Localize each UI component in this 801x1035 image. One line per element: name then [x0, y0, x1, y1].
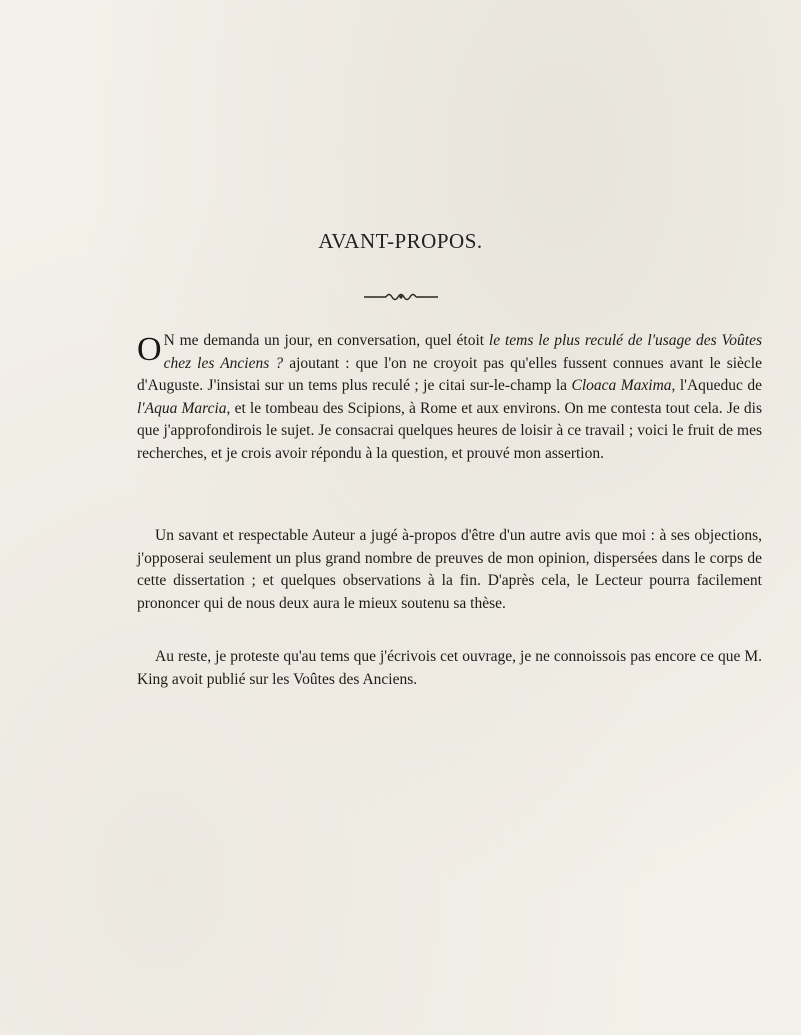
drop-cap: O: [137, 331, 162, 368]
paragraph-1: [137, 330, 762, 466]
paragraph-1-tail: , et le tombeau des Scipions, à Rome et aux environs. On me contesta tout cela. Je dis que j'approfondirois le sujet. Je consacrai quelques heures de loisir à ce travail ; voici le fruit de mes recherches, et je crois avoir répondu à la question, et prouvé mon assertion.: [137, 399, 762, 462]
ornament-divider: [364, 291, 438, 303]
paragraph-1-mid-2: , l'Aqueduc de: [671, 377, 762, 395]
paragraph-1-italic-cloaca: Cloaca Maxima: [571, 377, 672, 395]
paragraph-1-mid-1: ajoutant : que l'on ne croyoit pas qu'elles fussent connues avant le siècle d'Auguste. J'insistai sur un tems plus reculé ; je citai sur-le-champ la: [137, 354, 762, 395]
page-heading: AVANT-PROPOS.: [318, 229, 483, 253]
paragraph-1-italic-aqua: l'Aqua Marcia: [137, 399, 227, 417]
paragraph-2: Un savant et respectable Auteur a jugé à-propos d'être d'un autre avis que moi : à ses objections, j'opposerai seulement un plus grand nombre de preuves de mon opinion, dispersées dans le corps de cette dissertation ; et quelques observations à la fin. D'après cela, le Lecteur pourra facilement prononcer qui de nous deux aura le mieux soutenu sa thèse.: [137, 527, 762, 612]
paragraph-1-lead: N me demanda un jour, en conversation, quel étoit: [163, 332, 489, 349]
paragraph-3: Au reste, je proteste qu'au tems que j'écrivois cet ouvrage, je ne connoissois pas encore ce que M. King avoit publié sur les Voûtes des Anciens.: [137, 648, 762, 688]
paragraph-1-italic-question: le tems le plus reculé de l'usage des Voûtes chez les Anciens ?: [163, 332, 762, 372]
